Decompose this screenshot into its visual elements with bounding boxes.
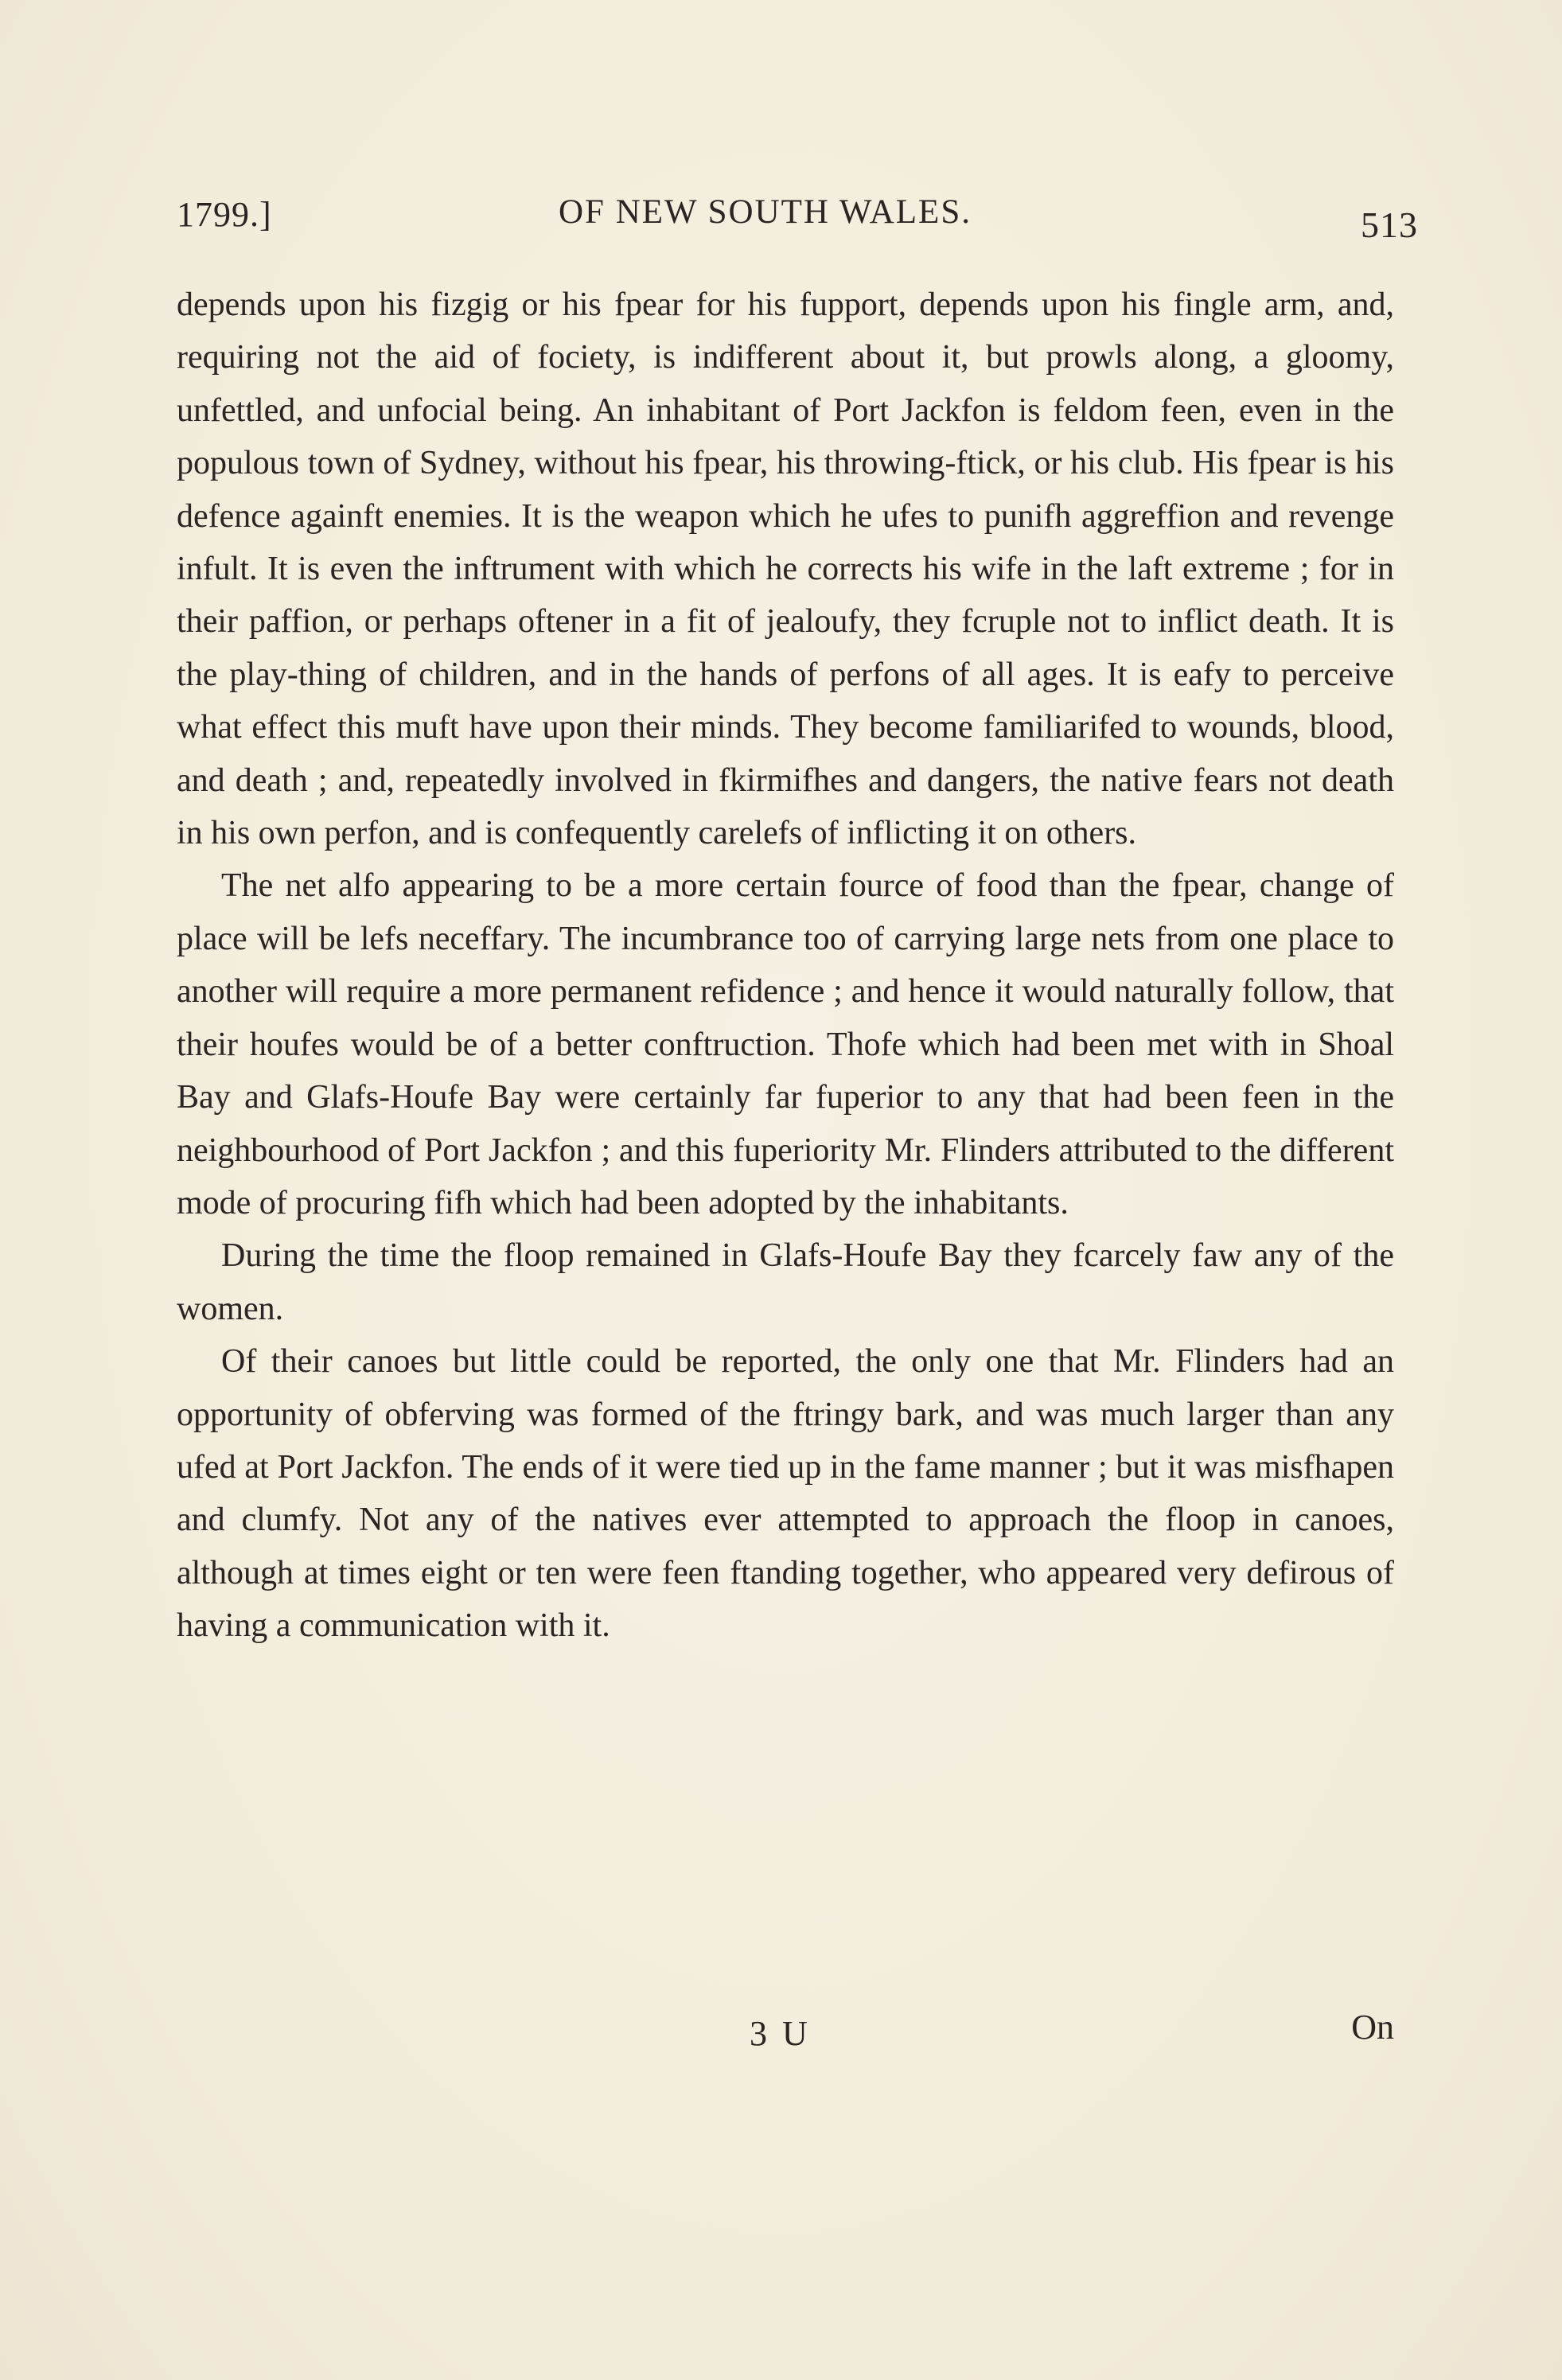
body-text	[177, 279, 1394, 1653]
paragraph-2: The net alfo appearing to be a more certain fource of food than the fpear, change of place will be lefs neceffary. The incumbrance too of carrying large nets from one place to another will require a more permanent refidence ; and hence it would naturally follow, that their houfes would be of a better conftruction. Thofe which had been met with in Shoal Bay and Glafs-Houfe Bay were certainly far fuperior to any that had been feen in the neighbourhood of Port Jackfon ; and this fuperiority Mr. Flinders attributed to the different mode of procuring fifh which had been adopted by the inhabitants.	[177, 867, 1394, 1221]
paragraph-3: During the time the floop remained in Glafs-Houfe Bay they fcarcely faw any of the women.	[177, 1237, 1394, 1327]
paragraph-4: Of their canoes but little could be reported, the only one that Mr. Flinders had an opportunity of obferving was formed of the ftringy bark, and was much larger than any ufed at Port Jackfon. The ends of it were tied up in the fame manner ; but it was misfhapen and clumfy. Not any of the natives ever attempted to approach the floop in canoes, although at times eight or ten were feen ftanding together, who appeared very defirous of having a communication with it.	[177, 1343, 1394, 1645]
signature-mark: 3 U	[750, 2014, 811, 2053]
header-year: 1799.]	[177, 195, 272, 234]
header-title: OF NEW SOUTH WALES.	[559, 193, 972, 231]
page-footer	[177, 2008, 1394, 2061]
catchword: On	[1351, 2008, 1394, 2047]
paragraph-1: depends upon his fizgig or his fpear for his fupport, depends upon his fingle arm, and, requiring not the aid of fociety, is indifferent about it, but prowls along, a gloomy, unfettled, and unfocial being. An inhabitant of Port Jackfon is feldom feen, even in the populous town of Sydney, without his fpear, his throwing-ftick, or his club. His fpear is his defence againft enemies. It is the weapon which he ufes to punifh aggreffion and revenge infult. It is even the inftrument with which he corrects his wife in the laft extreme ; for in their paffion, or perhaps oftener in a fit of jealoufy, they fcruple not to inflict death. It is the play-thing of children, and in the hands of perfons of all ages. It is eafy to perceive what effect this muft have upon their minds. They become familiarifed to wounds, blood, and death ; and, repeatedly involved in fkirmifhes and dangers, the native fears not death in his own perfon, and is confequently carelefs of inflicting it on others.	[177, 286, 1394, 852]
running-head	[177, 189, 1418, 245]
page-number: 513	[1361, 205, 1418, 245]
